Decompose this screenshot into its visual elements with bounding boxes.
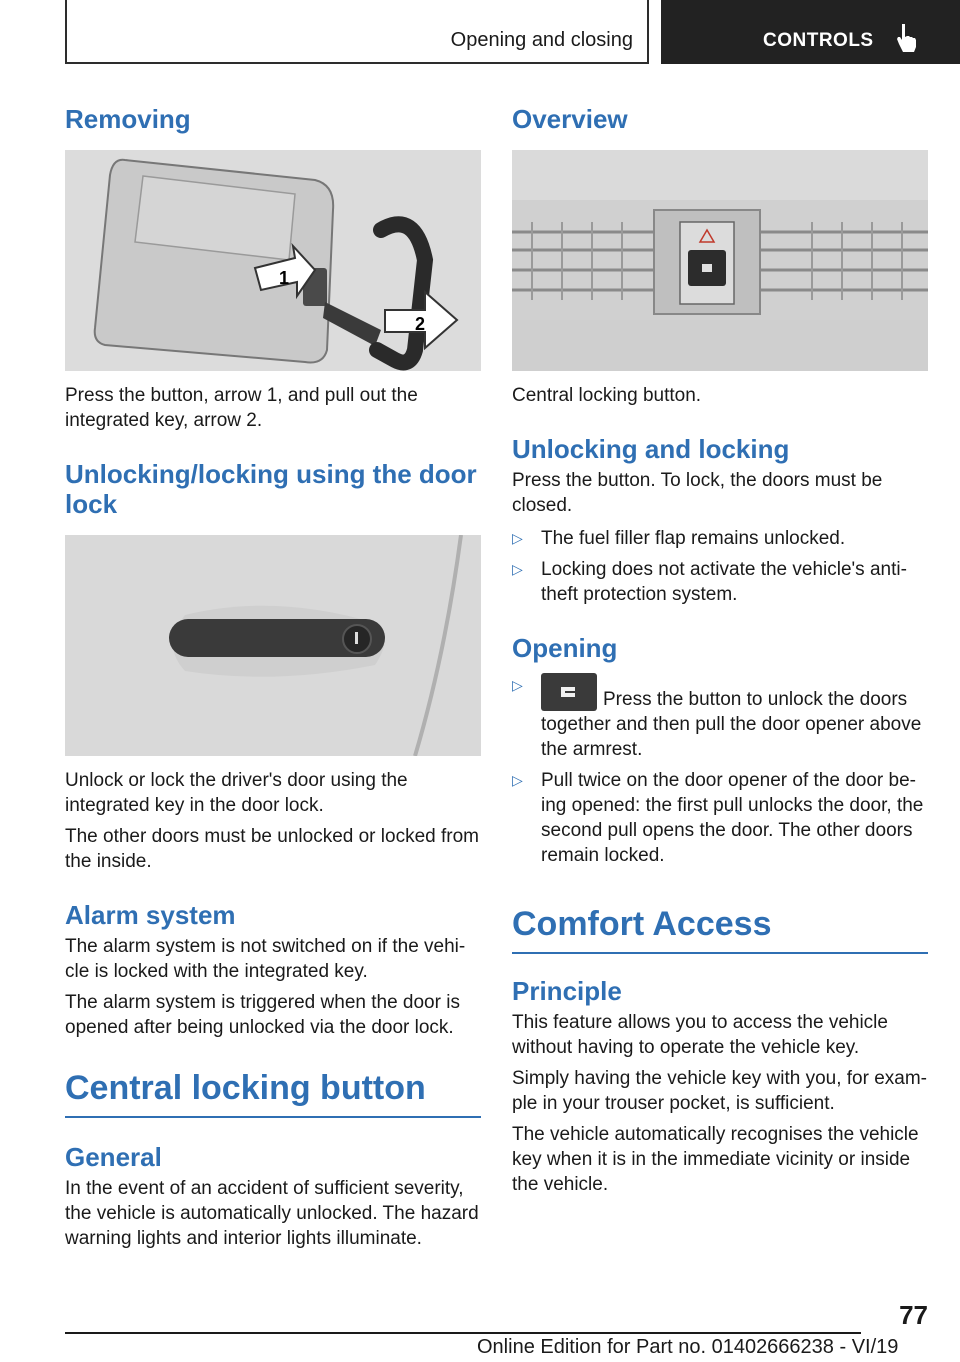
central-locking-heading: Central locking button xyxy=(65,1068,481,1118)
list-item: ▷ Press the button to unlock the doors together and then pull the door opener above the armrest. xyxy=(512,673,928,762)
key-removal-image xyxy=(65,150,481,371)
unlocking-door-lock-heading: Unlocking/locking using the door lock xyxy=(65,459,477,519)
list-item: ▷ Locking does not activate the vehicle's anti‐theft protection system. xyxy=(512,559,907,605)
header-chapter-title: CONTROLS xyxy=(763,30,874,51)
page-number: 77 xyxy=(899,1300,928,1330)
header-section-title: Opening and closing xyxy=(450,29,633,51)
principle-text-2: Simply having the vehicle key with you, for exam‐ple in your trouser pocket, is sufficient. xyxy=(512,1068,928,1114)
unlocking-locking-text: Press the button. To lock, the doors must be closed. xyxy=(512,470,883,516)
unlocking-text-1: Unlock or lock the driver's door using the integrated key in the door lock. xyxy=(65,770,408,816)
footer-edition: Online Edition for Part no. 01402666238 - VI/19 xyxy=(477,1336,899,1358)
triangle-bullet-icon: ▷ xyxy=(512,677,523,693)
list-item: ▷ The fuel filler flap remains unlocked. xyxy=(512,528,846,549)
general-heading: General xyxy=(65,1142,162,1172)
arrow-2-label: 2 xyxy=(415,314,426,334)
overview-caption: Central locking button. xyxy=(512,385,702,406)
central-locking-button-image xyxy=(512,150,928,371)
hand-icon xyxy=(894,22,920,54)
alarm-text-2: The alarm system is triggered when the door is opened after being unlocked via the door lock. xyxy=(65,992,460,1038)
door-handle-image xyxy=(65,535,481,756)
alarm-heading: Alarm system xyxy=(65,900,236,930)
removing-heading: Removing xyxy=(65,104,191,134)
principle-heading: Principle xyxy=(512,976,622,1006)
overview-heading: Overview xyxy=(512,104,628,134)
triangle-bullet-icon: ▷ xyxy=(512,530,523,546)
footer-divider xyxy=(65,1332,861,1334)
comfort-access-heading: Comfort Access xyxy=(512,904,928,954)
triangle-bullet-icon: ▷ xyxy=(512,772,523,788)
left-column xyxy=(65,100,481,1251)
unlock-button-icon xyxy=(541,673,597,711)
list-item: ▷ Pull twice on the door opener of the door be‐ing opened: the first pull unlocks the door, the second pull opens the door. The other doors remain locked. xyxy=(512,770,924,866)
principle-text-3: The vehicle automatically recognises the vehicle key when it is in the immediate vicinity or inside the vehicle. xyxy=(512,1124,919,1195)
general-text: In the event of an accident of sufficient severity, the vehicle is automatically unlocked. The hazard warning lights and interior lights illuminate. xyxy=(65,1178,479,1249)
arrow-1-label: 1 xyxy=(279,268,290,288)
right-column xyxy=(512,100,928,1197)
removing-text: Press the button, arrow 1, and pull out the integrated key, arrow 2. xyxy=(65,385,418,431)
header-chapter-box xyxy=(661,0,960,64)
unlocking-text-2: The other doors must be unlocked or locked from the inside. xyxy=(65,826,479,872)
principle-text-1: This feature allows you to access the vehicle without having to operate the vehicle key. xyxy=(512,1012,888,1058)
alarm-text-1: The alarm system is not switched on if the vehi‐cle is locked with the integrated key. xyxy=(65,936,466,982)
unlocking-locking-heading: Unlocking and locking xyxy=(512,434,790,464)
header-section-box xyxy=(65,0,649,64)
opening-heading: Opening xyxy=(512,633,618,663)
triangle-bullet-icon: ▷ xyxy=(512,561,523,577)
